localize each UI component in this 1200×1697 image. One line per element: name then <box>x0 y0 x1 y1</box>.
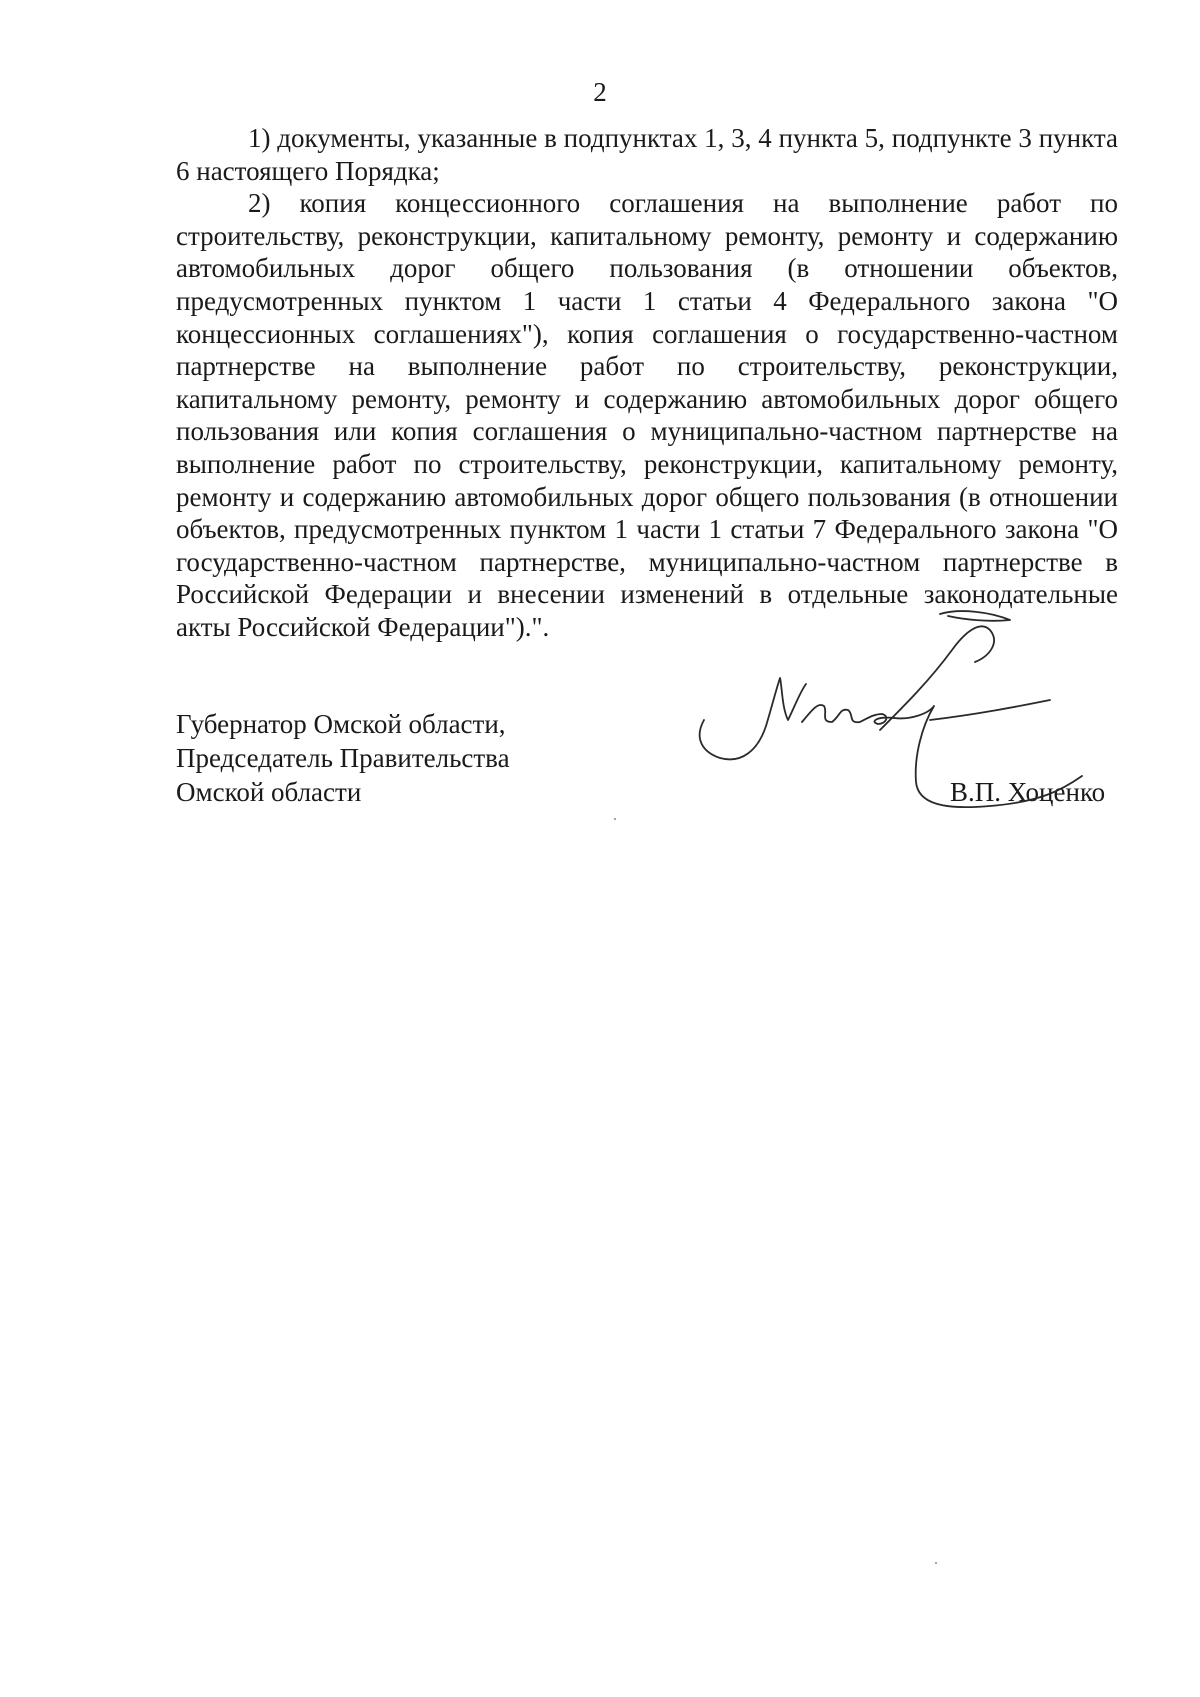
signatory-title-line-2: Председатель Правительства <box>176 743 510 773</box>
page-number: 2 <box>593 77 607 107</box>
paragraph-item-2: 2) копия концессионного соглашения на выполнение работ по строительству, реконструкции, капитальному ремонту, ремонту и содержанию автомобильных дорог общего пользования (в отношении объектов, предусмотренных пунктом 1 части 1 статьи 4 Федерального закона "О концессионных соглашениях"), копия соглашения о государственно-частном партнерстве на выполнение работ по строительству, реконструкции, капитальному ремонту, ремонту и содержанию автомобильных дорог общего пользования или копия соглашения о муниципально-частном партнерстве на выполнение работ по строительству, реконструкции, капитальному ремонту, ремонту и содержанию автомобильных дорог общего пользования (в отношении объектов, предусмотренных пунктом 1 части 1 статьи 7 Федерального закона "О государственно-частном партнерстве, муниципально-частном партнерстве в Российской Федерации и внесении изменений в отдельные законодательные акты Российской Федерации").". <box>176 188 1118 642</box>
signatory-title-line-1: Губернатор Омской области, <box>176 709 506 739</box>
document-body <box>176 122 1118 644</box>
scan-speck-2 <box>935 1562 937 1564</box>
signatory-title <box>176 707 510 809</box>
handwritten-signature <box>690 610 1130 840</box>
scan-speck-1 <box>614 818 616 820</box>
signatory-title-line-3: Омской области <box>176 777 362 807</box>
paragraph-item-1: 1) документы, указанные в подпунктах 1, 3, 4 пункта 5, подпункте 3 пункта 6 настоящего Порядка; <box>176 123 1118 186</box>
signatory-name: В.П. Хоценко <box>950 777 1106 807</box>
